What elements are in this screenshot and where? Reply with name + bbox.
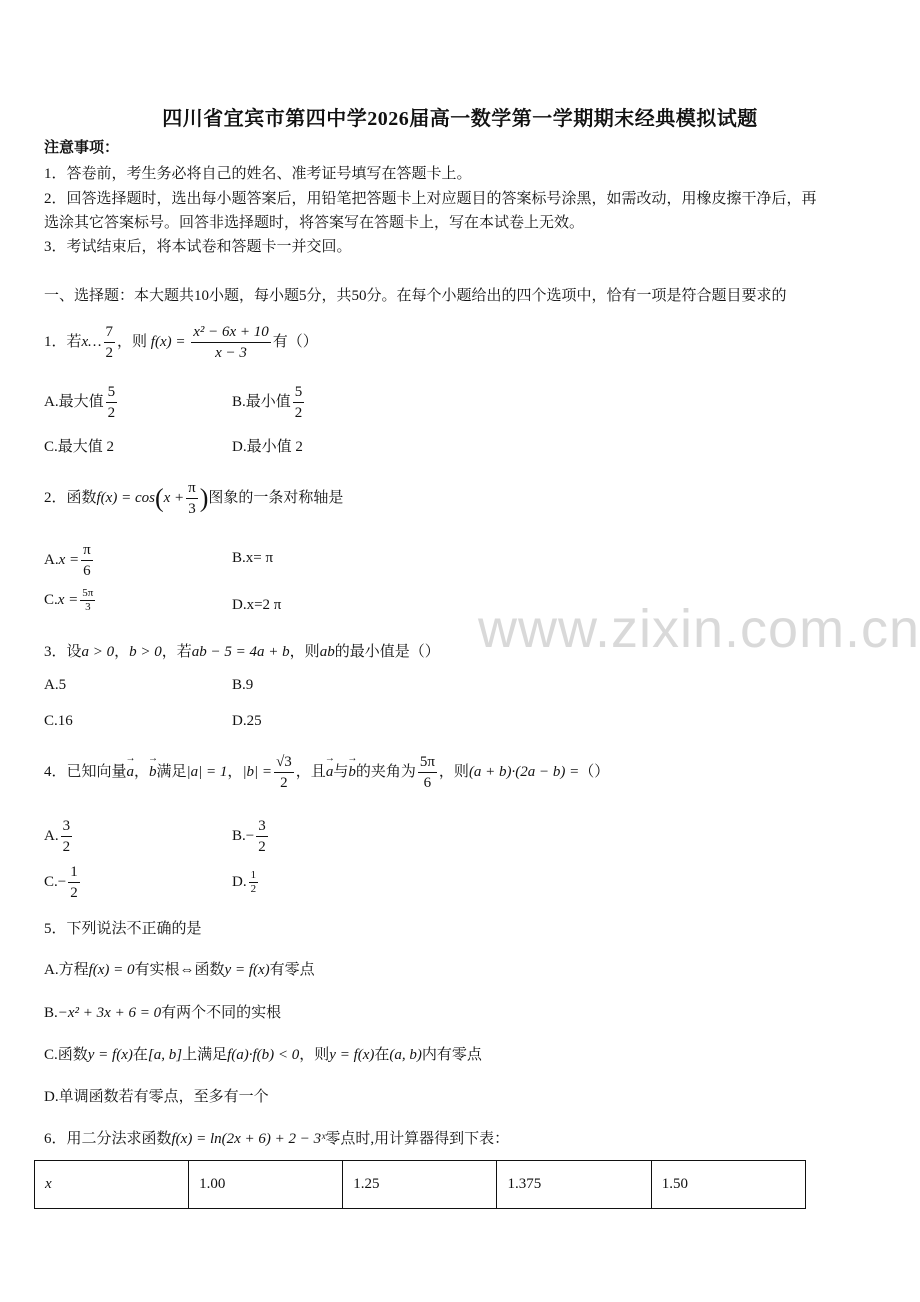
q1-cond-fraction: $\frac{7}{2}$ (105, 324, 114, 361)
page-title: 四川省宜宾市第四中学2026届高一数学第一学期期末经典模拟试题 (162, 108, 758, 130)
q3-option-c[interactable]: C.16 (44, 713, 73, 729)
q1-function-fraction: $\frac{\text{x² − 6x + 10}}{x - 3}$ (193, 324, 269, 361)
table-cell: 1.00 (189, 1161, 343, 1209)
q3-option-d[interactable]: D.25 (232, 713, 262, 729)
q4-option-a[interactable]: A. $\frac{3}{2}$ (44, 818, 71, 855)
notice-item-2: 2．回答选择题时，选出每小题答案后，用铅笔把答题卡上对应题目的答案标号涂黑，如需改动，用橡皮擦干净后，再 (44, 191, 817, 207)
bisection-table (34, 1160, 806, 1209)
question-5-stem: 5．下列说法不正确的是 (44, 921, 202, 937)
table-row (35, 1161, 806, 1209)
q5-option-b[interactable]: B.−x² + 3x + 6 = 0有两个不同的实根 (44, 1005, 282, 1021)
q5-option-a[interactable]: A.方程f(x) = 0有实根⇔函数y = f(x)有零点 (44, 962, 315, 978)
q1-option-a[interactable]: A.最大值 $\frac{5}{2}$ (44, 384, 116, 421)
q4-option-b[interactable]: B.− $\frac{3}{2}$ (232, 818, 266, 855)
notice-item-3: 3．考试结束后，将本试卷和答题卡一并交回。 (44, 239, 352, 255)
q2-option-a[interactable]: A.x = $\frac{\pi}{6}$ (44, 542, 91, 579)
notice-item-1: 1．答卷前，考生务必将自己的姓名、准考证号填写在答题卡上。 (44, 166, 472, 182)
question-3-stem: 3．设a > 0，b > 0，若ab − 5 = 4a + b，则ab的最小值是（） (44, 644, 440, 660)
notice-heading: 注意事项： (44, 140, 120, 156)
q2-option-b[interactable]: B.x= π (232, 550, 274, 566)
question-2-stem: 2．函数f(x) = cos(x + $\frac{\pi}{3}$ )图象的一条对称轴是 (44, 480, 344, 517)
question-1-stem: 1．若x… $\frac{7}{2}$ ，则 f(x) = $\frac{\text{x² − 6x + 10}}{x - 3}$ 有（） (44, 324, 318, 361)
q3-option-a[interactable]: A.5 (44, 677, 67, 693)
table-cell: 1.50 (651, 1161, 805, 1209)
question-4-stem: 4．已知向量→ a，→ b满足|a| = 1，|b| = $\frac{√3}{2}$ ，且→ a与→ b的夹角为 $\frac{5\pi}{6}$ ，则(a + b)·(2a − b) =（） (44, 752, 609, 793)
question-6-stem: 6．用二分法求函数f(x) = ln(2x + 6) + 2 − 3ˣ零点时,用计算器得到下表： (44, 1131, 510, 1147)
q4-option-d[interactable]: D. $\frac{1}{2}$ (232, 869, 257, 895)
q2-option-c[interactable]: C.x = $\frac{5\pi}{3}$ (44, 587, 94, 613)
notice-item-2-cont: 选涂其它答案标号。回答非选择题时，将答案写在答题卡上，写在本试卷上无效。 (44, 215, 585, 231)
q4-option-c[interactable]: C.− $\frac{1}{2}$ (44, 864, 78, 901)
section-heading: 一、选择题：本大题共10小题，每小题5分，共50分。在每个小题给出的四个选项中，恰有一项是符合题目要求的 (44, 288, 787, 304)
watermark: www.zixin.com.cn (478, 599, 920, 659)
q2-option-d[interactable]: D.x=2 π (232, 597, 282, 613)
q1-option-c[interactable]: C.最大值 2 (44, 439, 115, 455)
table-cell: x (35, 1161, 189, 1209)
table-cell: 1.25 (343, 1161, 497, 1209)
q5-option-c[interactable]: C.函数y = f(x)在[a, b]上满足f(a)·f(b) < 0，则y = f(x)在(a, b)内有零点 (44, 1047, 482, 1063)
table-cell: 1.375 (497, 1161, 651, 1209)
q1-option-b[interactable]: B.最小值 $\frac{5}{2}$ (232, 384, 303, 421)
q1-option-d[interactable]: D.最小值 2 (232, 439, 303, 455)
q3-option-b[interactable]: B.9 (232, 677, 254, 693)
q5-option-d[interactable]: D.单调函数若有零点，至多有一个 (44, 1089, 269, 1105)
